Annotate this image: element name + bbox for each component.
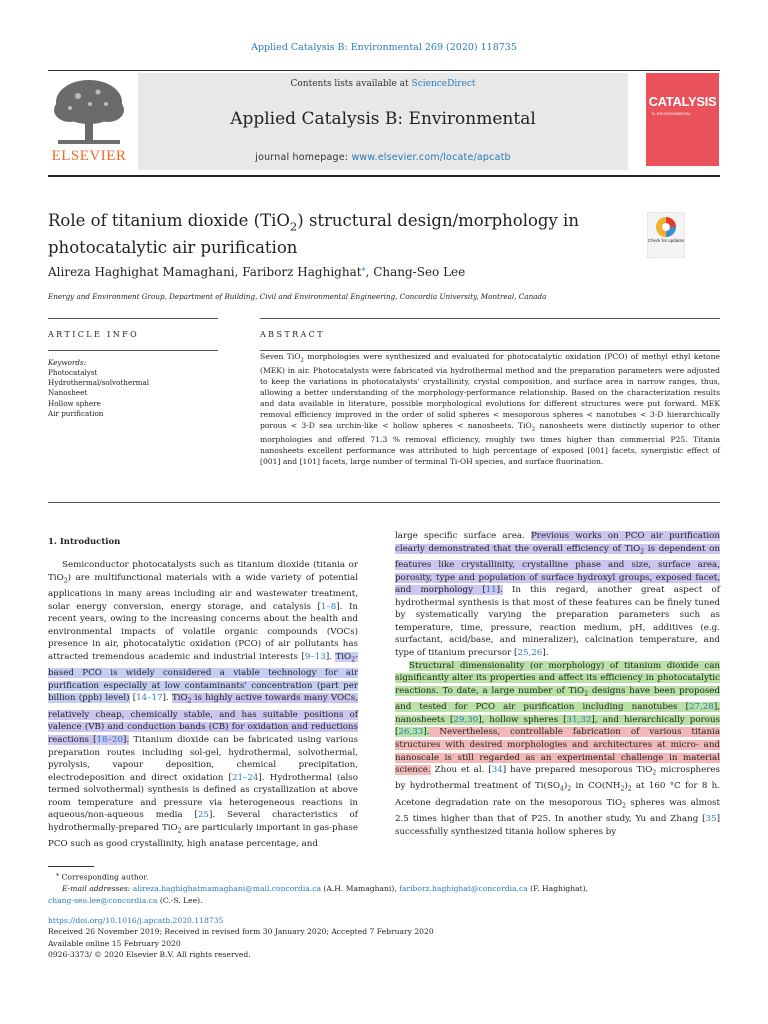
highlight-purple: TiO$_2$ is highly active towards many VOCs, relatively cheap, chemically stable, and has suitable positions of valence (VB) and conduction bands (CB) for oxidation and reductions reactions [18–20]. [48, 693, 359, 745]
keyword: Photocatalyst [48, 368, 98, 377]
corresponding-mark[interactable]: ⁎ [361, 264, 366, 273]
copyright: 0926-3373/ © 2020 Elsevier B.V. All rights reserved. [48, 950, 251, 960]
footnote-rule [48, 866, 94, 867]
citation-link[interactable]: 18–20 [96, 734, 123, 745]
email-link[interactable]: chang-seo.lee@concordia.ca [48, 895, 158, 905]
journal-title: Applied Catalysis B: Environmental [230, 109, 536, 129]
footnotes [48, 869, 720, 906]
citation-link[interactable]: 31,32 [566, 714, 592, 725]
journal-reference[interactable]: Applied Catalysis B: Environmental 269 (2020) 118735 [251, 42, 517, 53]
abstract-rule [260, 350, 720, 351]
abstract-rule-top [260, 318, 720, 319]
sciencedirect-link[interactable]: ScienceDirect [411, 79, 476, 89]
citation-link[interactable]: 34 [491, 765, 503, 776]
masthead-rule [48, 175, 720, 177]
check-updates-label: Check for updates [647, 238, 685, 243]
keyword: Hollow sphere [48, 398, 101, 408]
email-addresses: E-mail addresses: alireza.haghighatmamaghani@mail.concordia.ca (A.H. Mamaghani), fariborz.haghighat@concordia.ca (F. Haghighat), [62, 884, 589, 894]
elsevier-wordmark: ELSEVIER [51, 148, 127, 164]
homepage-link[interactable]: www.elsevier.com/locate/apcatb [351, 152, 511, 163]
citation-link[interactable]: 29,30 [453, 714, 479, 725]
highlight-red: Nevertheless, controllable fabrication of various titania structures with desired morphologies and architectures at micro- and nanoscale is still regarded as an experimental challenge in material science. [395, 727, 720, 776]
paragraph: Structural dimensionality (or morphology) of titanium dioxide can significantly alter its properties and affect its efficiency in photocatalytic reactions. To date, a large number of TiO$_2$ designs have been proposed and tested for PCO air purification including nanotubes [27,28], nanosheets [29,30], hollow spheres [31,32], and hierarchically porous [26,33]. Nevertheless, controllable fabrication of various titania structures with desired morphologies and architectures at micro- and nanoscale is still regarded as an experimental challenge in material science. Zhou et al. [34] have prepared mesoporous TiO$_2$ microspheres by hydrothermal treatment of $Ti(SO_4)_2$ in $CO(NH_2)_2$ at 160 °C for 8 h. Acetone degradation rate on the mesoporous TiO$_2$ spheres was almost 2.5 times higher than that of P25. In another study, Yu and Zhang [35] successfully synthesized titania hollow spheres by [395, 660, 721, 837]
author-3[interactable]: , Chang-Seo Lee [365, 265, 466, 279]
corresponding-author-note: ⁎ Corresponding author. [56, 871, 149, 882]
citation-link[interactable]: 11 [485, 585, 497, 596]
abstract-bottom-rule [48, 502, 720, 503]
info-rule [48, 350, 218, 351]
keywords-label: Keywords: [48, 358, 87, 367]
citation-link[interactable]: 25,26 [517, 648, 543, 659]
highlight-green: Structural dimensionality (or morphology) of titanium dioxide can significantly alter its properties and affect its efficiency in photocatalytic reactions. To date, a large number of TiO$_2$ designs have been proposed and tested for PCO air purification including nanotubes [27,28], nanosheets [29,30], hollow spheres [31,32], and hierarchically porous [26,33]. [395, 660, 720, 738]
cover-subtitle: B: ENVIRONMENTAL [652, 111, 692, 116]
received-dates: Received 26 November 2019; Received in revised form 30 January 2020; Accepted 7 February 2020 [48, 927, 434, 937]
citation-link[interactable]: 35 [705, 814, 717, 825]
email-addresses-cont: chang-seo.lee@concordia.ca (C.-S. Lee). [48, 895, 203, 905]
citation-link[interactable]: 1–8 [320, 601, 337, 612]
check-for-updates-badge[interactable] [647, 212, 685, 258]
email-link[interactable]: fariborz.haghighat@concordia.ca [399, 884, 528, 894]
citation-link[interactable]: 27,28 [688, 702, 714, 713]
info-rule-top [48, 318, 218, 319]
abstract-heading: ABSTRACT [260, 330, 325, 339]
journal-cover-thumbnail [646, 73, 719, 166]
keywords-list [48, 368, 149, 419]
keyword: Air purification [48, 408, 104, 418]
highlight-purple: Previous works on PCO air purification clearly demonstrated that the overall efficiency of TiO$_2$ is dependent on features like crystallinity, crystalline phase and size, surface area, porosity, type and population of surface hydroxyl groups, exposed facet, and morphology [11]. [395, 531, 720, 596]
journal-homepage: journal homepage: www.elsevier.com/locate/apcatb [255, 152, 511, 163]
paragraph: Semiconductor photocatalysts such as titanium dioxide (titania or TiO$_2$) are multifunctional materials with a wide variety of potential applications in many areas including air and wastewater treatment, solar energy conversion, energy storage, and catalysis [1–8]. In recent years, owing to the increasing concerns about the health and environmental impacts of volatile organic compounds (VOCs) presence in air, photocatalytic oxidation (PCO) of air pollutants has attracted tremendous academic and industrial interests [9–13]. TiO$_2$-based PCO is widely considered a viable technology for air purification especially at low contaminants' concentration (part per billion (ppb) level) [14–17]. TiO$_2$ is highly active towards many VOCs, relatively cheap, chemically stable, and has suitable positions of valence (VB) and conduction bands (CB) for oxidation and reductions reactions [18–20]. Titanium dioxide can be fabricated using various preparation routes including sol-gel, hydrothermal, solvothermal, pyrolysis, vapour deposition, chemical precipitation, electrodeposition and direct oxidation [21–24]. Hydrothermal (also termed solvothermal) synthesis is defined as crystallization at above room temperature and pressure via heterogeneous reactions in aqueous/non-aqueous media [25]. Several characteristics of hydrothermally-prepared TiO$_2$ are particularly important in gas-phase PCO such as good crystallinity, high anatase percentage, and [48, 560, 359, 850]
author-list [48, 264, 465, 279]
citation-link[interactable]: 26,33 [398, 727, 424, 738]
paragraph: large specific surface area. Previous works on PCO air purification clearly demonstrated that the overall efficiency of TiO$_2$ is dependent on features like crystallinity, crystalline phase and size, surface area, porosity, type and population of surface hydroxyl groups, exposed facet, and morphology [11]. In this regard, another great aspect of hydrothermal synthesis is that most of these features can be finely tuned by systematically varying the preparation parameters such as temperature, time, pressure, reaction medium, pH, additives (e.g. surfactant, acid/base, and mineralizer), calcination temperature, and type of titanium precursor [25,26]. [395, 531, 720, 659]
highlight-blue: TiO$_2$-based PCO is widely considered a viable technology for air purification especially at low contaminants' concentration (part per billion (ppb) level) [48, 651, 358, 704]
author-1[interactable]: Alireza Haghighat Mamaghani, [48, 265, 243, 279]
citation-link[interactable]: 21–24 [231, 772, 259, 783]
section-heading-introduction: 1. Introduction [48, 537, 121, 547]
body-column-left [48, 559, 358, 851]
author-2[interactable]: Fariborz Haghighat [242, 265, 362, 279]
body-column-right [395, 530, 720, 838]
email-link[interactable]: alireza.haghighatmamaghani@mail.concordia.ca [132, 884, 321, 894]
citation-link[interactable]: 25 [197, 810, 209, 821]
abstract-text: Seven TiO$_2$ morphologies were synthesized and evaluated for photocatalytic oxidation (PCO) of methyl ethyl ketone (MEK) in air. Photocatalysts were fabricated via hydrothermal method and the preparation parameters were adjusted to keep the variations in photocatalysts' crystallinity, crystal composition, and surface area in narrow ranges, thus, allowing a better understanding of the morphology-performance relationship. Based on the characterization results and data available in literature, possible morphological evolutions for different structures were put forward. MEK removal efficiency improved in the order of solid spheres < mesoporous spheres < nanotubes < 3-D hierarchically porous < 3-D sea urchin-like < hollow spheres < nanosheets. TiO$_2$ nanosheets were distinctly superior to other morphologies and offered 71.3 % removal efficiency, roughly two times higher than commercial P25. Titania nanosheets excellent performance was attributed to high percentage of exposed [001] facets, synergistic effect of [001] and [101] facets, large number of terminal Ti-OH species, and surface fluorination. [260, 352, 721, 467]
keyword: Hydrothermal/solvothermal [48, 378, 150, 388]
article-info-heading: ARTICLE INFO [48, 330, 140, 339]
publication-info [48, 915, 720, 961]
citation-link[interactable]: 14–17 [136, 693, 163, 704]
article-title: Role of titanium dioxide (TiO$_2$) structural design/morphology in photocatalytic air purification [48, 211, 579, 258]
keyword: Nanosheet [48, 388, 88, 398]
contents-line: Contents lists available at ScienceDirect [290, 79, 476, 89]
cover-title: CATALYSIS [648, 94, 717, 109]
affiliation: Energy and Environment Group, Department of Building, Civil and Environmental Engineering, Concordia University, Montreal, Canada [48, 292, 547, 301]
citation-link[interactable]: 9–13 [304, 651, 326, 662]
top-rule [48, 70, 720, 71]
doi-link[interactable]: https://doi.org/10.1016/j.apcatb.2020.118735 [48, 916, 224, 925]
available-online: Available online 15 February 2020 [48, 938, 181, 948]
